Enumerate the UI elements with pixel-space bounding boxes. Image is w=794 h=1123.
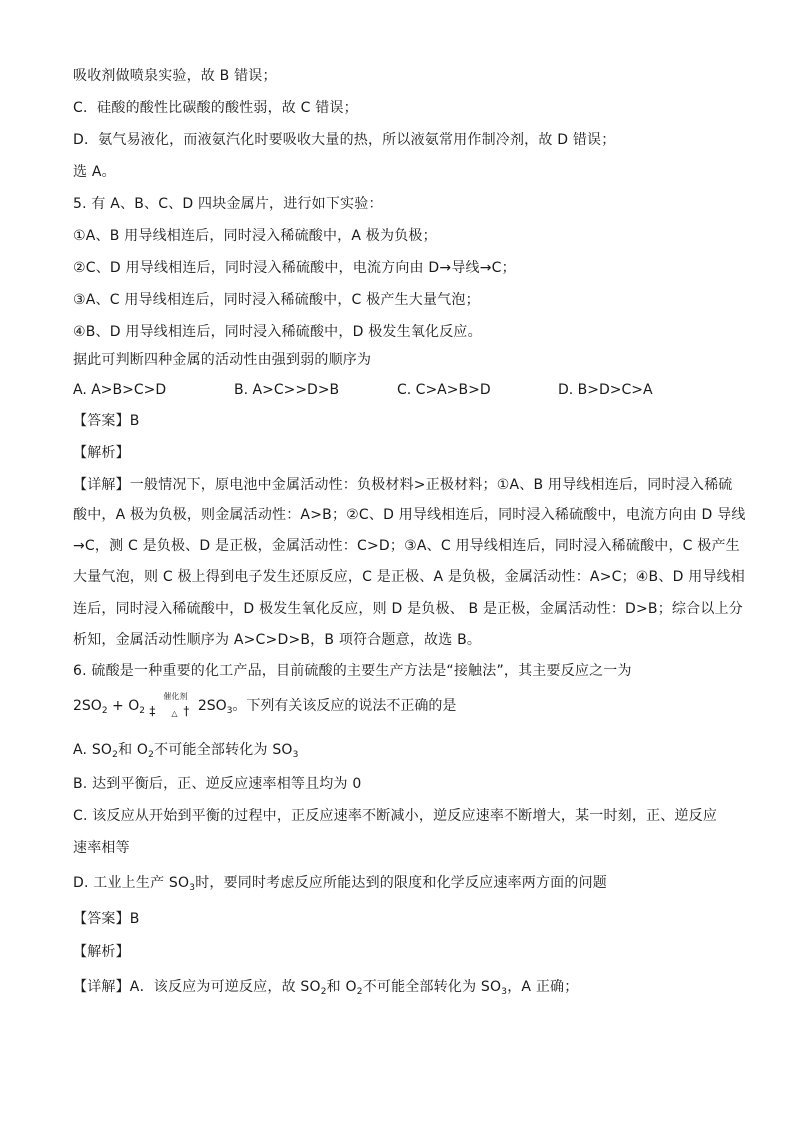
question-6-prompt: 。下列有关该反应的说法不正确的是	[232, 698, 457, 714]
q5-option-d: D. B>D>C>A	[558, 382, 653, 398]
detail-line: 连后，同时浸入稀硫酸中，D 极发生氧化反应，则 D 是负极、 B 是正极，金属活动性：D>B；综合以上分	[73, 601, 743, 617]
q5-option-c: C. C>A>B>D	[397, 382, 491, 398]
question-5-prompt: 据此可判断四种金属的活动性由强到弱的顺序为	[73, 352, 372, 368]
analysis-label-q6: 【解析】	[73, 944, 130, 960]
experiment-2: ②C、D 用导线相连后，同时浸入稀硫酸中，电流方向由 D→导线→C；	[73, 260, 516, 276]
answer-label-q6: 【答案】B	[73, 911, 140, 927]
text-line: 选 A。	[73, 164, 116, 180]
q6-option-c-cont: 速率相等	[73, 840, 130, 856]
text-line: 吸收剂做喷泉实验，故 B 错误；	[73, 68, 277, 84]
q5-option-a: A. A>B>C>D	[73, 382, 167, 398]
experiment-4: ④B、D 用导线相连后，同时浸入稀硫酸中，D 极发生氧化反应。	[73, 324, 482, 340]
detail-line: 酸中，A 极为负极，则金属活动性：A>B；②C、D 用导线相连后，同时浸入稀硫酸中，电流方向由 D 导线	[73, 507, 746, 523]
text-line: D．氨气易液化，而液氨汽化时要吸收大量的热，所以液氨常用作制冷剂，故 D 错误；	[73, 132, 616, 148]
experiment-1: ①A、B 用导线相连后，同时浸入稀硫酸中，A 极为负极；	[73, 228, 437, 244]
detail-line: 大量气泡，则 C 极上得到电子发生还原反应，C 是正极、A 是负极，金属活动性：A>C；④B、D 用导线相	[73, 569, 745, 585]
equation-lhs: 2SO	[73, 698, 102, 714]
question-5-stem: 5. 有 A、B、C、D 四块金属片，进行如下实验：	[73, 196, 383, 212]
experiment-3: ③A、C 用导线相连后，同时浸入稀硫酸中，C 极产生大量气泡；	[73, 292, 480, 308]
analysis-label-q5: 【解析】	[73, 445, 130, 461]
q5-option-b: B. A>C>>D>B	[234, 382, 340, 398]
q6-option-d: D. 工业上生产 $SO_3$时，要同时考虑反应所能达到的限度和化学反应速率两方面的问题	[73, 875, 607, 893]
reversible-arrow-icon: ‡ 催化剂 △ †	[149, 692, 190, 718]
detail-line: 析知，金属活动性顺序为 A>C>D>B，B 项符合题意，故选 B。	[73, 632, 482, 648]
q6-option-b: B. 达到平衡后，正、逆反应速率相等且均为 0	[73, 776, 362, 792]
q6-option-c: C. 该反应从开始到平衡的过程中，正反应速率不断减小，逆反应速率不断增大，某一时刻，正、逆反应	[73, 808, 718, 824]
equation-rhs: 2SO	[197, 698, 227, 714]
detail-line: 【详解】一般情况下，原电池中金属活动性：负极材料>正极材料；①A、B 用导线相连后，同时浸入稀硫	[73, 477, 733, 493]
text-line: C．硅酸的酸性比碳酸的酸性弱，故 C 错误；	[73, 100, 358, 116]
reaction-equation: $2SO_2 + O_2$ ‡ 催化剂 △ † $2SO_3$。下列有关该反应的说法不正确的是	[73, 692, 457, 718]
detail-line-q6: 【详解】A．该反应为可逆反应，故 $SO_2$和 $O_2$不可能全部转化为 $SO_3$，A 正确；	[73, 979, 579, 997]
q6-option-a: A. $SO_2$和 $O_2$不可能全部转化为 $SO_3$	[73, 742, 299, 760]
question-6-stem: 6. 硫酸是一种重要的化工产品，目前硫酸的主要生产方法是“接触法”，其主要反应之一为	[73, 663, 632, 679]
detail-line: →C，测 C 是负极、D 是正极，金属活动性：C>D；③A、C 用导线相连后，同时浸入稀硫酸中，C 极产生	[73, 538, 740, 554]
answer-label-q5: 【答案】B	[73, 413, 140, 429]
